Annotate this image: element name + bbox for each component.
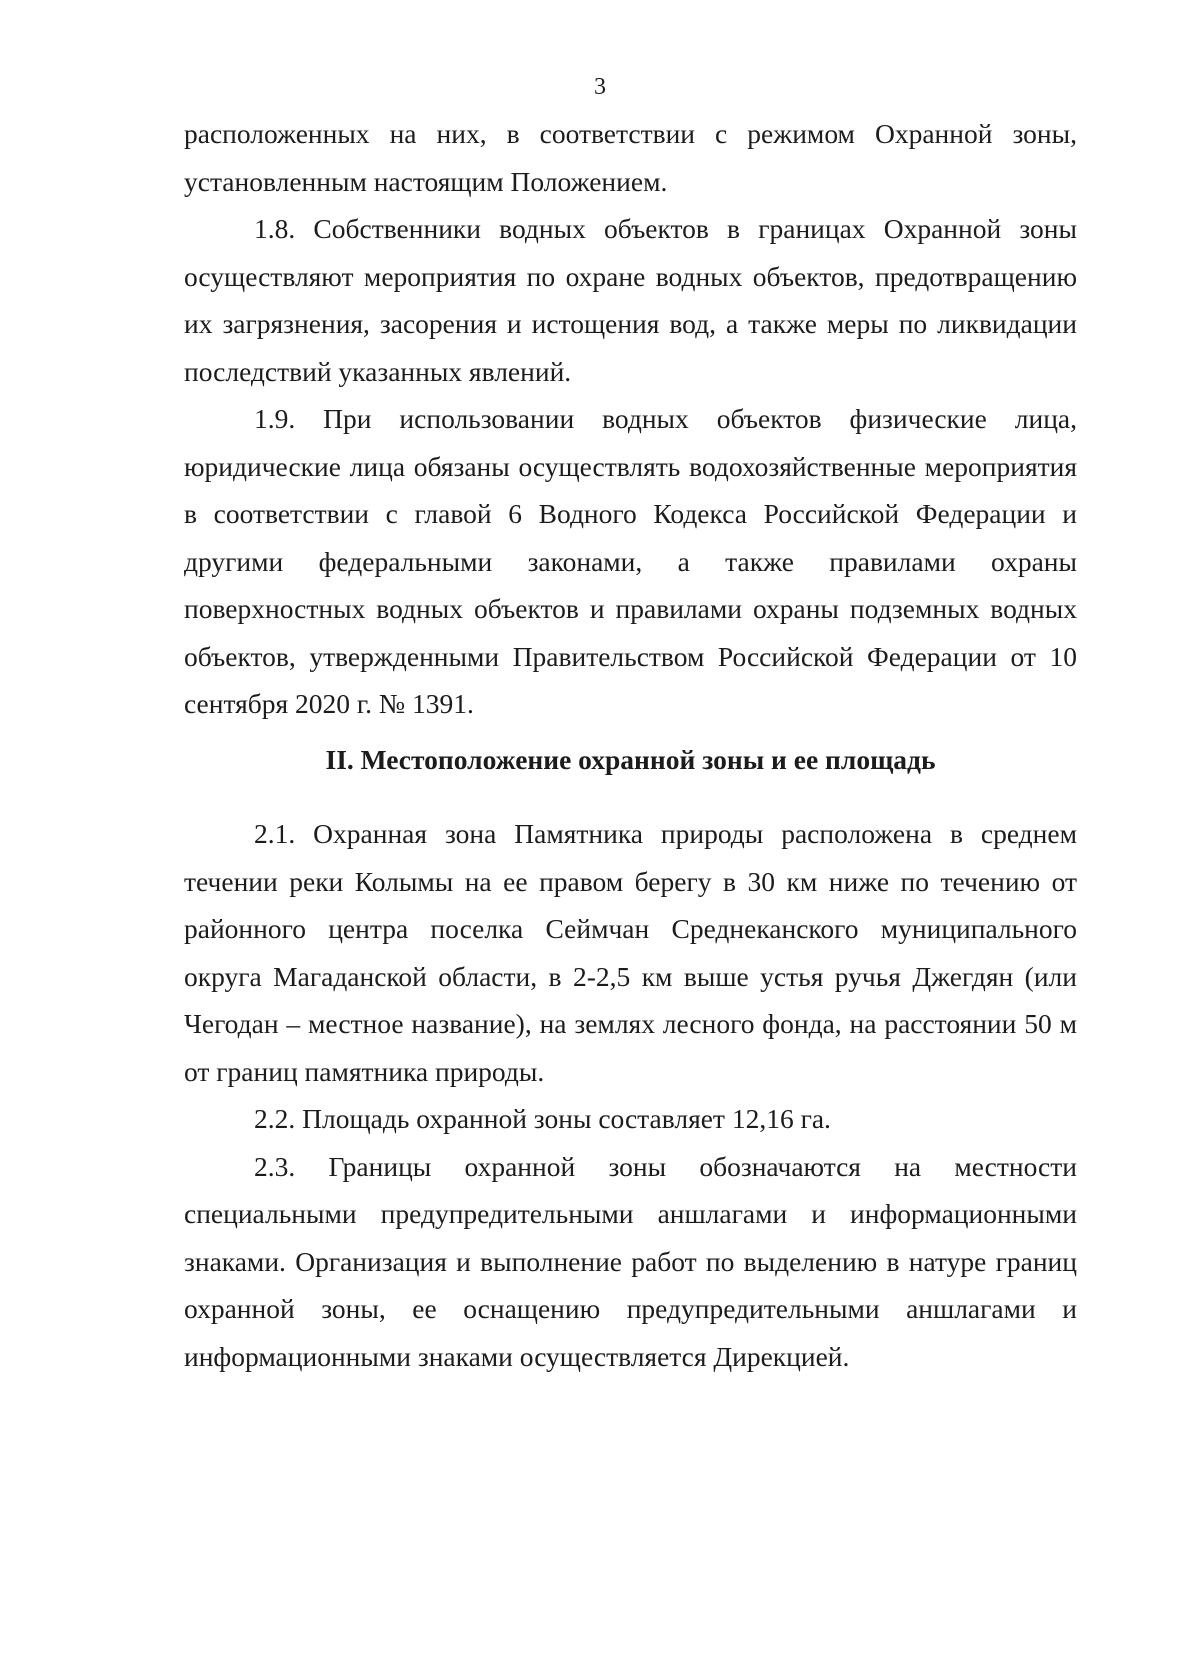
paragraph-continuation: расположенных на них, в соответствии с режимом Охранной зоны, установленным настоящим Положением.	[184, 118, 1077, 197]
section-2-text	[184, 810, 1077, 1380]
paragraph-1-8: 1.8. Собственники водных объектов в границах Охранной зоны осуществляют мероприятия по охране водных объектов, предотвращению их загрязнения, засорения и истощения вод, а также меры по ликвидации последствий указанных явлений.	[184, 213, 1077, 387]
paragraph-1-9: 1.9. При использовании водных объектов физические лица, юридические лица обязаны осуществлять водохозяйственные мероприятия в соответствии с главой 6 Водного Кодекса Российской Федерации и другими федеральными законами, а также правилами охраны поверхностных водных объектов и правилами охраны подземных водных объектов, утвержденными Правительством Российской Федерации от 10 сентября 2020 г. № 1391.	[184, 403, 1077, 719]
section-1-text	[184, 110, 1077, 728]
paragraph-2-3: 2.3. Границы охранной зоны обозначаются на местности специальными предупредительными аншлагами и информационными знаками. Организация и выполнение работ по выделению в натуре границ охранной зоны, ее оснащению предупредительными аншлагами и информационными знаками осуществляется Дирекцией.	[184, 1150, 1077, 1372]
paragraph-2-1: 2.1. Охранная зона Памятника природы расположена в среднем течении реки Колымы на ее правом берегу в 30 км ниже по течению от районного центра поселка Сеймчан Среднеканского муниципального округа Магаданской области, в 2-2,5 км выше устья ручья Джегдян (или Чегодан – местное название), на землях лесного фонда, на расстоянии 50 м от границ памятника природы.	[184, 818, 1077, 1087]
page-number: 3	[594, 74, 606, 100]
paragraph-2-2: 2.2. Площадь охранной зоны составляет 12,16 га.	[254, 1103, 831, 1134]
section-2-title: II. Местоположение охранной зоны и ее площадь	[325, 744, 936, 775]
